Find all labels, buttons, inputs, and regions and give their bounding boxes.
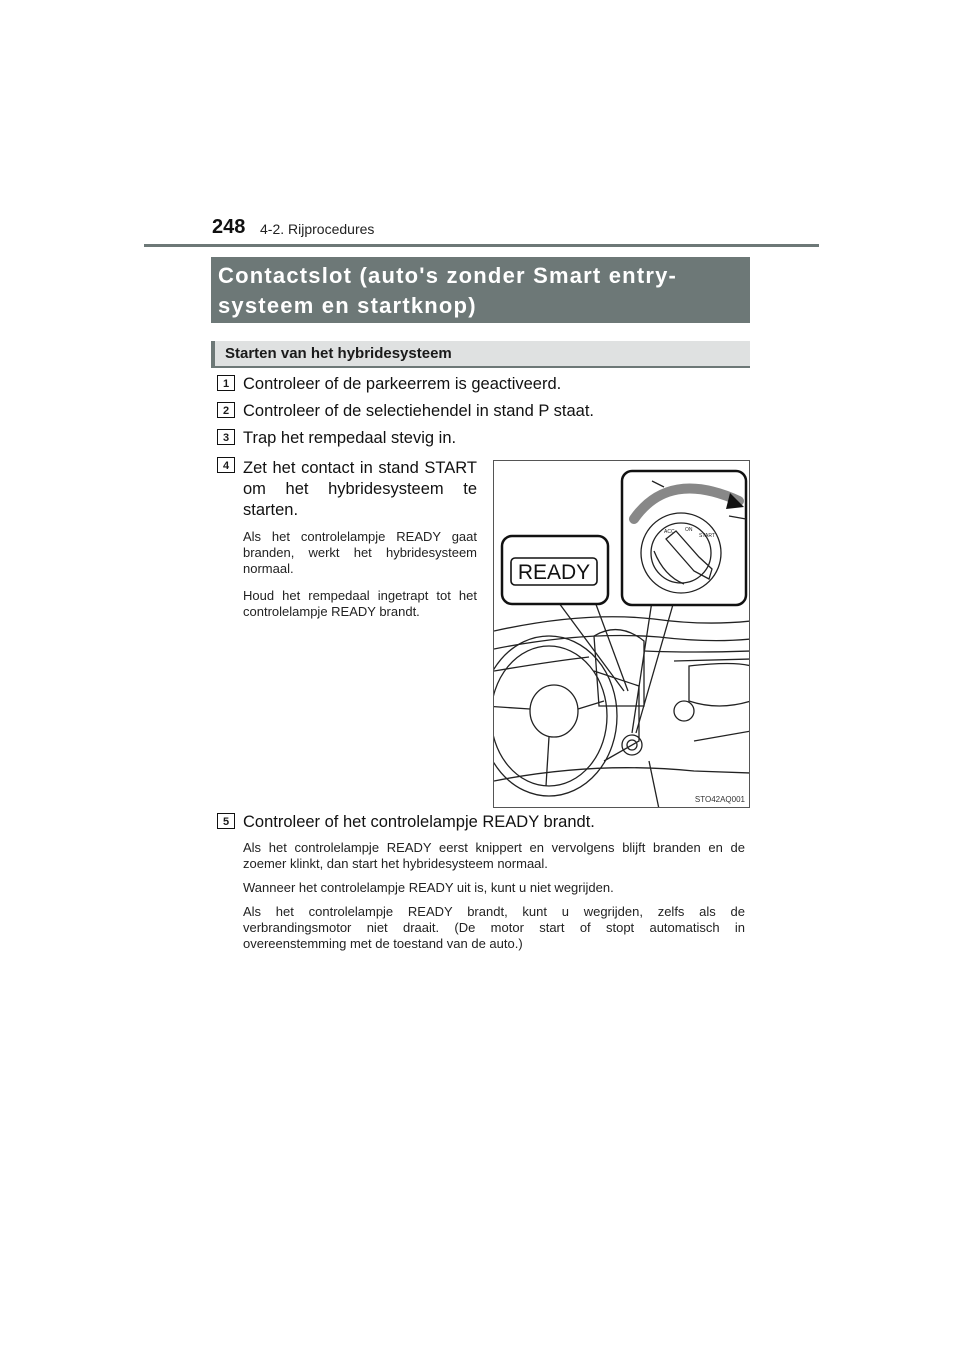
step-text-5: Controleer of het controlelampje READY brandt. [243,813,595,831]
step-5-note-3: Als het controlelampje READY brandt, kunt u wegrijden, zelfs als de verbrandingsmotor niet draait. (De motor start of stopt automatisch in overeenstemming met de toestand van de auto.) [243,904,745,951]
step-number-2: 2 [217,402,235,418]
section-reference: 4-2. Rijprocedures [260,221,375,237]
svg-text:START: START [699,533,715,539]
illustration-code: STO42AQ001 [694,795,745,804]
subheading-text: Starten van het hybridesysteem [225,345,452,362]
step-number-4: 4 [217,457,235,473]
step-5-note-1: Als het controlelampje READY eerst knippert en vervolgens blijft branden en de zoemer klinkt, dan start het hybridesysteem normaal. [243,840,745,871]
header-rule [144,244,819,247]
step-5-note-2: Wanneer het controlelampje READY uit is, kunt u niet wegrijden. [243,880,614,895]
step-number-3: 3 [217,429,235,445]
section-title-line-1: Contactslot (auto's zonder Smart entry- [218,263,678,288]
page-number: 248 [212,216,246,238]
section-title [211,257,750,323]
step-text-2: Controleer of de selectiehendel in stand P staat. [243,402,595,420]
step-4-note-1: Als het controlelampje READY gaat branden, werkt het hybridesysteem normaal. [243,529,477,576]
step-text-3: Trap het rempedaal stevig in. [243,429,457,447]
svg-text:ON: ON [685,527,693,533]
step-4-note-2: Houd het rempedaal ingetrapt tot het controlelampje READY brandt. [243,588,477,619]
step-text-4: Zet het contact in stand START om het hybridesysteem te starten. [243,459,477,519]
step-number-5: 5 [217,813,235,829]
ready-indicator-label: READY [517,561,591,584]
step-number-1: 1 [217,375,235,391]
dashboard-drawing [494,461,750,808]
subheading-accent [211,341,215,366]
subheading-bar [211,341,750,368]
step-text-1: Controleer of de parkeerrem is geactiveerd. [243,375,562,393]
section-title-line-2: systeem en startknop) [218,293,477,318]
svg-text:ACC: ACC [664,529,675,535]
ignition-illustration [493,460,750,808]
